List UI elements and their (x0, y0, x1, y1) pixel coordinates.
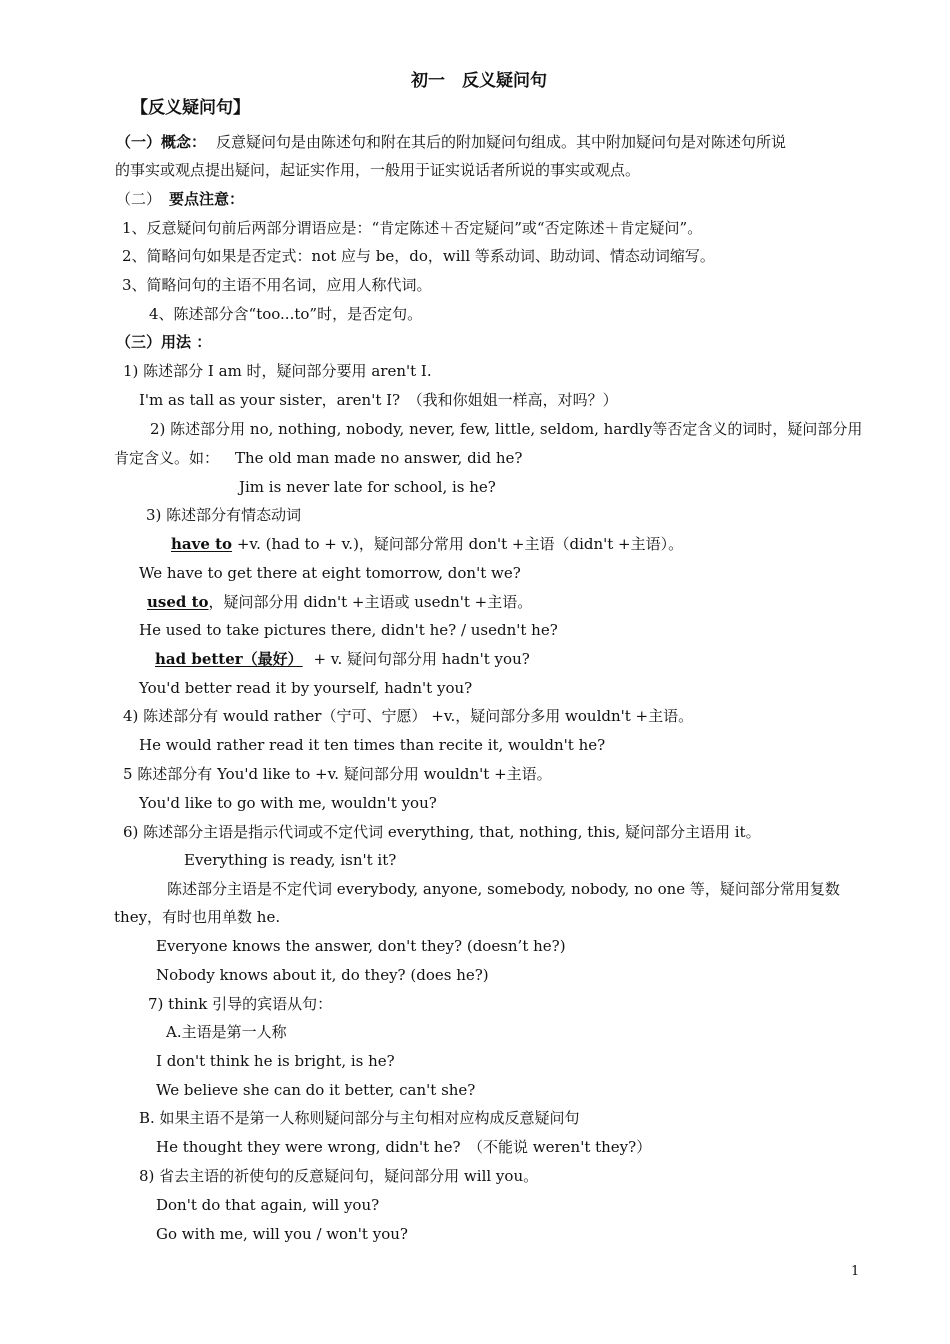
usage-5: 5 陈述部分有 You'd like to +v. 疑问部分用 wouldn't +主语。 (123, 765, 552, 783)
usage-7: 7) think 引导的宾语从句： (148, 995, 333, 1013)
point-4: 4、陈述部分含“too...to”时，是否定句。 (149, 305, 423, 323)
usage-2-example-2: Jim is never late for school, is he? (239, 478, 496, 496)
usage-7a-example-1: I don't think he is bright, is he? (156, 1052, 395, 1070)
concept-label: （一）概念： (116, 133, 207, 151)
points-label-paren: （二） (116, 190, 162, 208)
usage-4: 4) 陈述部分有 would rather（宁可、宁愿） +v.，疑问部分多用 wouldn't +主语。 (123, 707, 694, 725)
usage-5-example: You'd like to go with me, wouldn't you? (139, 794, 437, 812)
used-to-keyword: used to (147, 593, 209, 611)
used-to-example: He used to take pictures there, didn't he? / usedn't he? (139, 621, 558, 639)
usage-8: 8) 省去主语的祈使句的反意疑问句，疑问部分用 will you。 (139, 1167, 539, 1185)
have-to-text: +v. (had to + v.)，疑问部分常用 don't +主语（didn't +主语）。 (232, 535, 684, 553)
had-better-rule (146, 649, 530, 669)
usage-2-line-1: 2) 陈述部分用 no, nothing, nobody, never, few, little, seldom, hardly等否定含义的词时，疑问部分用 (150, 420, 863, 438)
usage-2-lead: 肯定含义。如： (114, 449, 220, 467)
section-heading: 【反义疑问句】 (131, 98, 250, 118)
concept-line-1 (116, 132, 786, 152)
used-to-rule (139, 592, 532, 612)
usage-6b-example-1: Everyone knows the answer, don't they? (doesn’t he?) (156, 937, 566, 955)
usage-6b-line-1: 陈述部分主语是不定代词 everybody, anyone, somebody, nobody, no one 等，疑问部分常用复数 (167, 880, 840, 898)
usage-heading: （三）用法 ： (116, 333, 212, 351)
had-better-example: You'd better read it by yourself, hadn't you? (139, 679, 473, 697)
points-label-text: 要点注意： (169, 190, 245, 208)
usage-8-example-1: Don't do that again, will you? (156, 1196, 380, 1214)
usage-2-example-1: The old man made no answer, did he? (235, 449, 523, 467)
have-to-keyword: have to (171, 535, 233, 553)
usage-6: 6) 陈述部分主语是指示代词或不定代词 everything, that, nothing, this, 疑问部分主语用 it。 (123, 823, 761, 841)
usage-6-example: Everything is ready, isn't it? (184, 851, 397, 869)
usage-7a-example-2: We believe she can do it better, can't she? (156, 1081, 476, 1099)
concept-line-2: 的事实或观点提出疑问，起证实作用，一般用于证实说话者所说的事实或观点。 (115, 161, 641, 179)
usage-1-example: I'm as tall as your sister，aren't I? （我和你姐姐一样高，对吗？） (139, 391, 618, 409)
point-2: 2、简略问句如果是否定式：not 应与 be，do，will 等系动词、助动词、情态动词缩写。 (122, 247, 715, 265)
have-to-example: We have to get there at eight tomorrow, don't we? (139, 564, 521, 582)
concept-text-1: 反意疑问句是由陈述句和附在其后的附加疑问句组成。其中附加疑问句是对陈述句所说 (216, 133, 787, 151)
have-to-rule (171, 534, 683, 554)
page-title: 初一 反义疑问句 (411, 71, 547, 91)
usage-6b-line-2: they，有时也用单数 he. (114, 908, 281, 926)
point-1: 1、反意疑问句前后两部分谓语应是：“肯定陈述＋否定疑问”或“否定陈述＋肯定疑问”。 (122, 219, 703, 237)
usage-1: 1) 陈述部分 I am 时，疑问部分要用 aren't I. (123, 362, 432, 380)
usage-7b-example: He thought they were wrong, didn't he? （不能说 weren't they?） (156, 1138, 652, 1156)
usage-2-line-2 (114, 448, 522, 468)
usage-4-example: He would rather read it ten times than recite it, wouldn't he? (139, 736, 606, 754)
points-heading (116, 189, 244, 209)
had-better-keyword: had better（最好） (155, 650, 303, 668)
had-better-text: + v. 疑问句部分用 hadn't you? (308, 650, 530, 668)
usage-7b: B. 如果主语不是第一人称则疑问部分与主句相对应构成反意疑问句 (139, 1109, 580, 1127)
used-to-text: ，疑问部分用 didn't +主语或 usedn't +主语。 (208, 593, 533, 611)
usage-8-example-2: Go with me, will you / won't you? (156, 1225, 408, 1243)
point-3: 3、简略问句的主语不用名词，应用人称代词。 (122, 276, 432, 294)
usage-6b-example-2: Nobody knows about it, do they? (does he?) (156, 966, 489, 984)
usage-7a: A.主语是第一人称 (166, 1023, 287, 1041)
page-number: 1 (851, 1264, 860, 1279)
usage-3: 3) 陈述部分有情态动词 (146, 506, 302, 524)
